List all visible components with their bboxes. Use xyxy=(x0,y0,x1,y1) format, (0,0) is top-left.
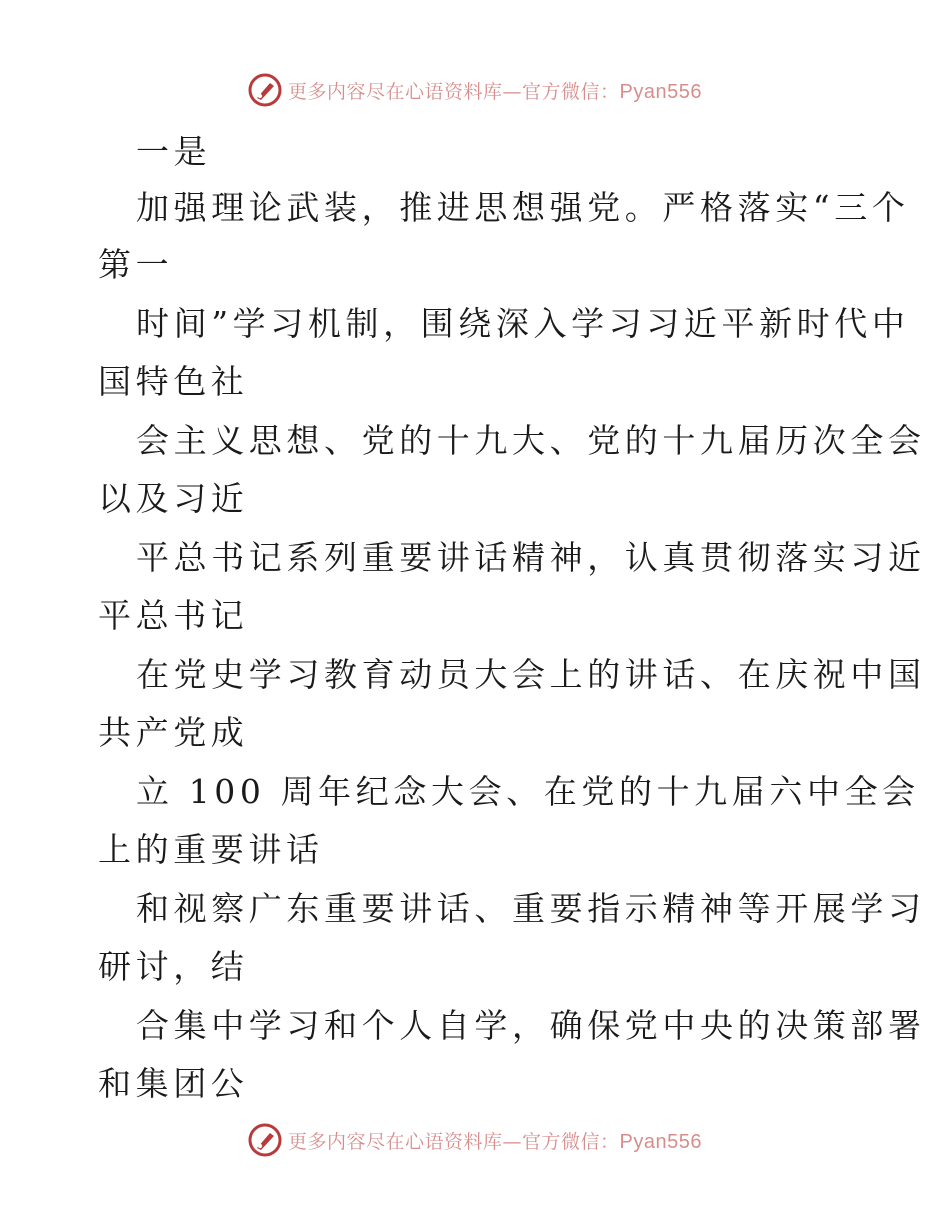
footer-watermark xyxy=(0,1120,950,1160)
text-line: 以及习近 xyxy=(98,479,249,518)
text-line: 研讨，结 xyxy=(98,947,249,986)
text-line: 立 100 周年纪念大会、在党的十九届六中全会 xyxy=(136,772,920,811)
text-line: 一是 xyxy=(136,132,212,171)
text-line: 上的重要讲话 xyxy=(98,830,324,869)
watermark-text: 更多内容尽在心语资料库—官方微信：Pyan556 xyxy=(288,1130,702,1153)
text-line: 国特色社 xyxy=(98,362,249,401)
watermark-text: 更多内容尽在心语资料库—官方微信：Pyan556 xyxy=(288,80,702,103)
text-line: 平总书记 xyxy=(98,596,249,635)
pen-logo-icon xyxy=(248,1123,282,1157)
text-line: 在党史学习教育动员大会上的讲话、在庆祝中国 xyxy=(136,655,926,694)
text-line: 加强理论武装，推进思想强党。严格落实“三个 xyxy=(136,188,910,227)
pen-logo-icon xyxy=(248,73,282,107)
text-line: 平总书记系列重要讲话精神，认真贯彻落实习近 xyxy=(136,538,926,577)
text-line: 第一 xyxy=(98,245,174,284)
header-watermark xyxy=(0,70,950,110)
text-line: 时间”学习机制，围绕深入学习习近平新时代中 xyxy=(136,304,910,343)
text-line: 共产党成 xyxy=(98,713,249,752)
text-line: 合集中学习和个人自学，确保党中央的决策部署 xyxy=(136,1006,926,1045)
text-line: 和集团公 xyxy=(98,1064,249,1103)
text-line: 会主义思想、党的十九大、党的十九届历次全会 xyxy=(136,421,926,460)
text-line: 和视察广东重要讲话、重要指示精神等开展学习 xyxy=(136,889,926,928)
